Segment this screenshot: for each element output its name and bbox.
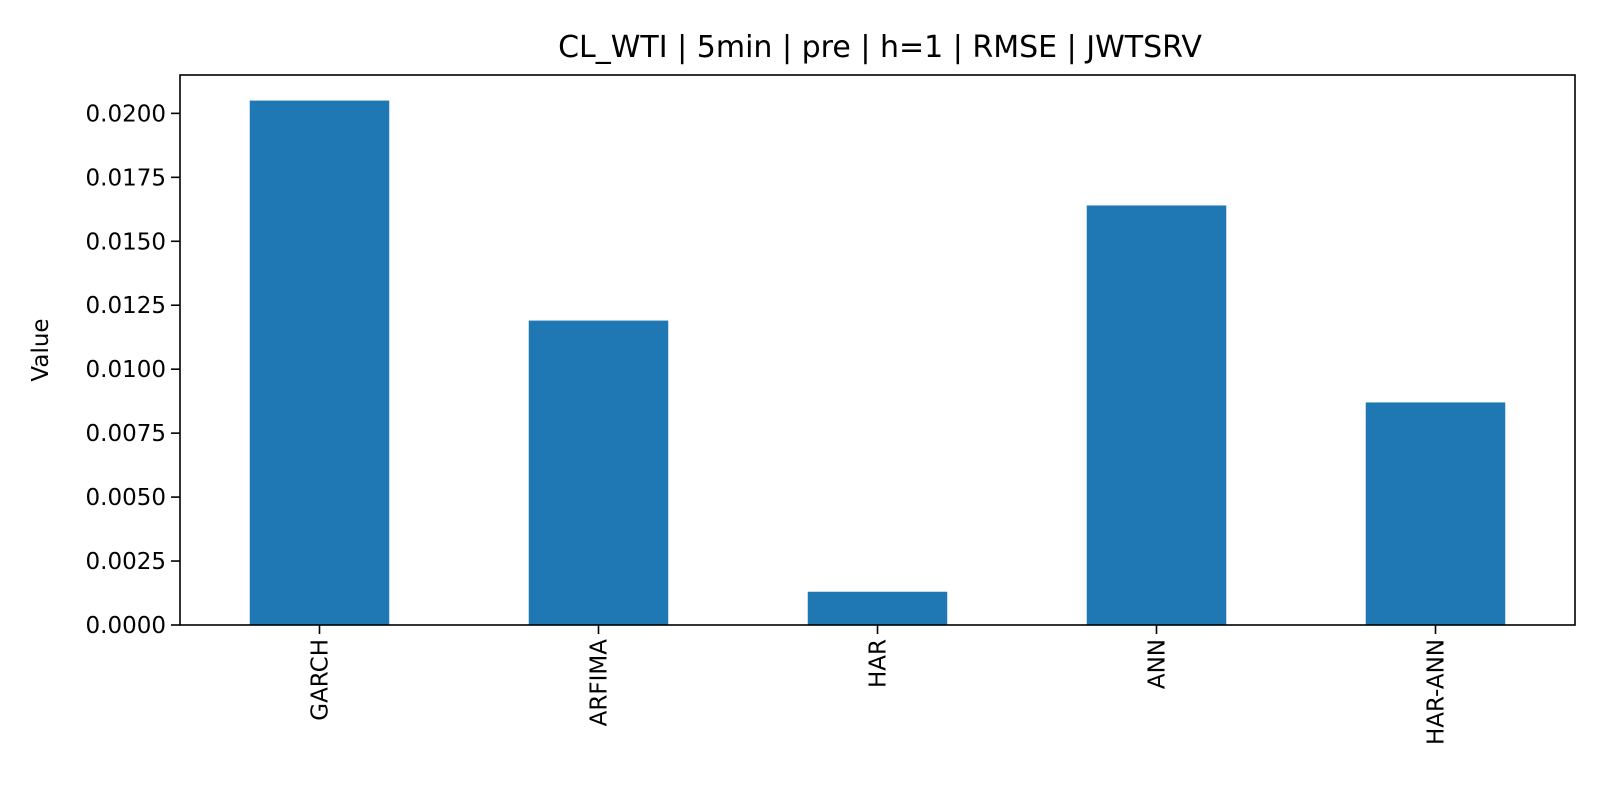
y-tick-label: 0.0200 bbox=[85, 101, 166, 128]
bar-ann bbox=[1087, 205, 1227, 625]
bar-har-ann bbox=[1366, 402, 1506, 625]
y-tick-label: 0.0025 bbox=[85, 549, 166, 576]
x-tick-label: HAR bbox=[865, 639, 892, 689]
y-axis-label: Value bbox=[28, 318, 54, 382]
y-ticks-group bbox=[86, 101, 180, 639]
y-tick-label: 0.0075 bbox=[85, 421, 166, 448]
x-tick-label: ARFIMA bbox=[586, 639, 613, 727]
x-tick-label: ANN bbox=[1144, 639, 1171, 690]
y-tick-label: 0.0175 bbox=[85, 165, 166, 192]
y-tick-label: 0.0150 bbox=[85, 229, 166, 256]
y-tick-label: 0.0000 bbox=[85, 613, 166, 639]
y-tick-label: 0.0100 bbox=[85, 357, 166, 384]
bar-har bbox=[808, 592, 948, 625]
y-tick-label: 0.0125 bbox=[85, 293, 166, 320]
x-tick-label: GARCH bbox=[307, 639, 334, 721]
chart-title: CL_WTI | 5min | pre | h=1 | RMSE | JWTSRV bbox=[558, 30, 1202, 65]
y-tick-label: 0.0050 bbox=[85, 485, 166, 512]
bar-garch bbox=[250, 101, 390, 625]
x-tick-label: HAR-ANN bbox=[1423, 639, 1450, 746]
bar-arfima bbox=[529, 321, 669, 625]
